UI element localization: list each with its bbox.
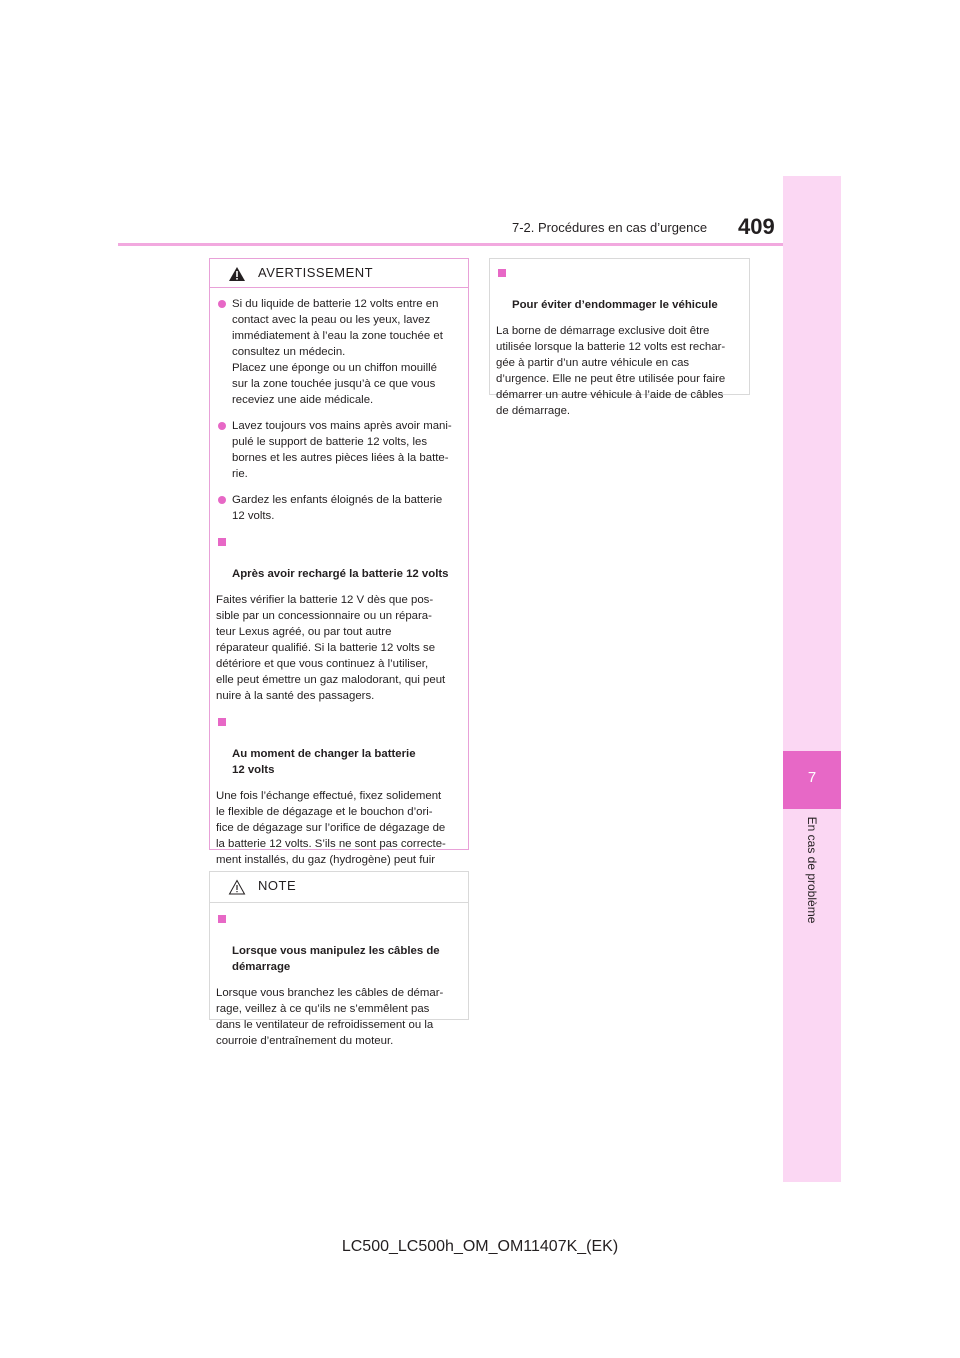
header-rule	[118, 243, 783, 246]
warning-subheading	[216, 714, 456, 778]
warning-box-header	[210, 259, 468, 288]
warning-bullet-text: Si du liquide de batterie 12 volts entre en contact avec la peau ou les yeux, lavez immédiatement à l’eau la zone touchée et consultez un médecin. Placez une éponge ou un chiffon mouillé sur la zone touchée jusqu’à ce que vous receviez une aide médicale.	[232, 298, 443, 406]
section-title: 7-2. Procédures en cas d’urgence	[512, 220, 708, 235]
note-subheading-text: Lorsque vous manipulez les câbles de démarrage	[232, 945, 440, 973]
caution-triangle-icon	[228, 879, 246, 895]
warning-title: AVERTISSEMENT	[258, 265, 374, 280]
chapter-label: En cas de problème	[805, 816, 819, 924]
warning-subheading-text: Après avoir rechargé la batterie 12 volts	[232, 568, 449, 580]
footer-code: LC500_LC500h_OM_OM11407K_(EK)	[341, 1238, 619, 1255]
square-bullet-icon	[498, 269, 506, 277]
bullet-dot-icon	[218, 300, 226, 308]
warning-bullet-text: Gardez les enfants éloignés de la batterie 12 volts.	[232, 494, 443, 522]
warning-bullet	[216, 492, 456, 524]
note-subheading	[216, 911, 456, 975]
warning-paragraph: Faites vérifier la batterie 12 V dès que pos- sible par un concessionnaire ou un répara- teur Lexus agréé, ou par tout autre réparateur qualifié. Si la batterie 12 volts se détériore et que vous continuez à l’utiliser, elle peut émettre un gaz malodorant, qui peut nuire à la santé des passagers.	[216, 594, 446, 702]
page-number: 409	[738, 214, 775, 239]
warning-bullet	[216, 296, 456, 408]
note-paragraph: Lorsque vous branchez les câbles de démar- rage, veillez à ce qu’ils ne s’emmêlent pas dans le ventilateur de refroidissement ou la courroie d’entraînement du moteur.	[216, 987, 444, 1047]
note-box	[209, 871, 469, 1047]
warning-paragraph: Une fois l’échange effectué, fixez solidement le flexible de dégazage et le bouchon d’ori- fice de dégazage sur l’orifice de dégazage de la batterie 12 volts. S’ils ne sont pas correcte- ment installés, du gaz (hydrogène) peut fuir	[216, 790, 446, 866]
info-box	[489, 258, 750, 417]
warning-subheading-text: Au moment de changer la batterie 12 volts	[232, 748, 416, 776]
warning-box	[209, 258, 469, 866]
warning-subheading	[216, 534, 456, 582]
chapter-number: 7	[807, 769, 817, 786]
square-bullet-icon	[218, 718, 226, 726]
note-box-header	[210, 872, 468, 903]
warning-bullet-text: Lavez toujours vos mains après avoir mani- pulé le support de batterie 12 volts, les bornes et les autres pièces liées à la batte- rie.	[232, 420, 452, 480]
bullet-dot-icon	[218, 422, 226, 430]
note-title: NOTE	[258, 878, 297, 893]
warning-triangle-icon	[228, 266, 246, 282]
chapter-side-tab	[783, 176, 841, 1182]
info-paragraph: La borne de démarrage exclusive doit être utilisée lorsque la batterie 12 volts est rechar- gée à partir d’un autre véhicule en cas d’urgence. Elle ne peut être utilisée pour faire démarrer un autre véhicule à l’aide de câbles de démarrage.	[496, 325, 726, 417]
warning-bullet	[216, 418, 456, 482]
chapter-number-box	[783, 751, 841, 809]
info-subheading	[496, 265, 737, 313]
square-bullet-icon	[218, 538, 226, 546]
bullet-dot-icon	[218, 496, 226, 504]
info-subheading-text: Pour éviter d’endommager le véhicule	[512, 299, 718, 311]
square-bullet-icon	[218, 915, 226, 923]
